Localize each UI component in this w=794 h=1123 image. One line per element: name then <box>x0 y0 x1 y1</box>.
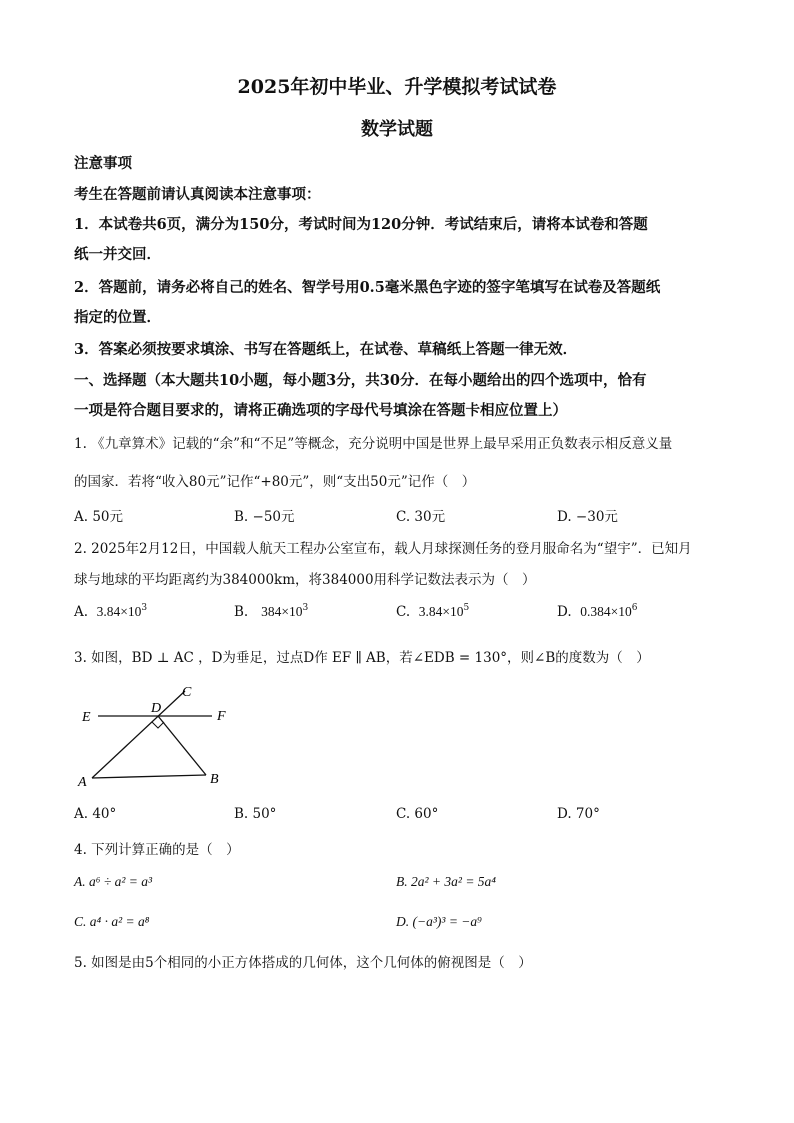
q4-option-a: A. a⁶ ÷ a² = a³ <box>74 874 153 889</box>
line-ab <box>92 775 206 778</box>
q1-option-a: A. 50元 <box>74 509 124 525</box>
notice-intro: 考生在答题前请认真阅读本注意事项： <box>74 186 321 203</box>
label-f: F <box>217 709 226 724</box>
q2-option-a: A. $3.84\times 10^3$ <box>74 602 148 620</box>
q3-option-d: D. 70° <box>557 806 600 822</box>
line-ac <box>92 691 185 778</box>
label-c: C <box>182 685 192 700</box>
section-heading-line-2: 一项是符合题目要求的，请将正确选项的字母代号填涂在答题卡相应位置上） <box>74 402 567 419</box>
q2-option-c: C. $3.84\times 10^5$ <box>396 602 470 620</box>
q5-line: 5. 如图是由5个相同的小正方体搭成的几何体，这个几何体的俯视图是（ ） <box>74 955 532 971</box>
label-e: E <box>82 710 91 725</box>
q4-option-d: D. (−a³)³ = −a⁹ <box>396 914 482 929</box>
q2-line-1: 2. 2025年2月12日，中国载人航天工程办公室宣布，载人月球探测任务的登月服命名为“望宇”．已知月 <box>74 541 692 557</box>
q4-line: 4. 下列计算正确的是（ ） <box>74 842 240 858</box>
q3-triangle-figure <box>70 680 240 792</box>
q1-option-d: D. −30元 <box>557 509 618 525</box>
line-bd <box>158 716 206 775</box>
notice-heading: 注意事项 <box>74 155 132 172</box>
section-heading-line-1: 一、选择题（本大题共10小题，每小题3分，共30分．在每小题给出的四个选项中，恰有 <box>74 372 647 389</box>
q3-option-a: A. 40° <box>74 806 117 822</box>
q3-option-b: B. 50° <box>234 806 277 822</box>
right-angle-mark <box>152 722 164 728</box>
q4-option-c: C. a⁴ · a² = a⁸ <box>74 914 150 929</box>
exam-subtitle: 数学试题 <box>361 119 433 140</box>
notice-line-4: 指定的位置． <box>74 309 161 326</box>
q4-option-b: B. 2a² + 3a² = 5a⁴ <box>396 874 497 889</box>
q1-line-1: 1. 《九章算术》记载的“余”和“不足”等概念，充分说明中国是世界上最早采用正负数表示相反意义量 <box>74 436 673 452</box>
q1-line-2: 的国家．若将“收入80元”记作“+80元”，则“支出50元”记作（ ） <box>74 474 476 490</box>
q1-option-b: B. −50元 <box>234 509 295 525</box>
notice-line-3: 2．答题前，请务必将自己的姓名、智学号用0.5毫米黑色字迹的签字笔填写在试卷及答题纸 <box>74 279 661 296</box>
q2-option-b: B. $384\times 10^3$ <box>234 602 309 620</box>
exam-title: 2025年初中毕业、升学模拟考试试卷 <box>237 76 557 98</box>
label-d: D <box>151 701 162 716</box>
q2-line-2: 球与地球的平均距离约为384000km，将384000用科学记数法表示为（ ） <box>74 572 536 588</box>
label-b: B <box>210 772 219 787</box>
label-a: A <box>78 775 87 790</box>
notice-line-1: 1．本试卷共6页，满分为150分，考试时间为120分钟．考试结束后，请将本试卷和答题 <box>74 216 648 233</box>
notice-line-5: 3．答案必须按要求填涂、书写在答题纸上，在试卷、草稿纸上答题一律无效． <box>74 341 578 358</box>
q1-option-c: C. 30元 <box>396 509 446 525</box>
q3-line: 3. 如图，BD ⊥ AC ，D为垂足，过点D作 EF ∥ AB，若∠EDB = 130°，则∠B的度数为（ ） <box>74 650 650 666</box>
notice-line-2: 纸一并交回． <box>74 246 161 263</box>
q2-option-d: D. $0.384\times 10^6$ <box>557 602 638 620</box>
q3-option-c: C. 60° <box>396 806 439 822</box>
